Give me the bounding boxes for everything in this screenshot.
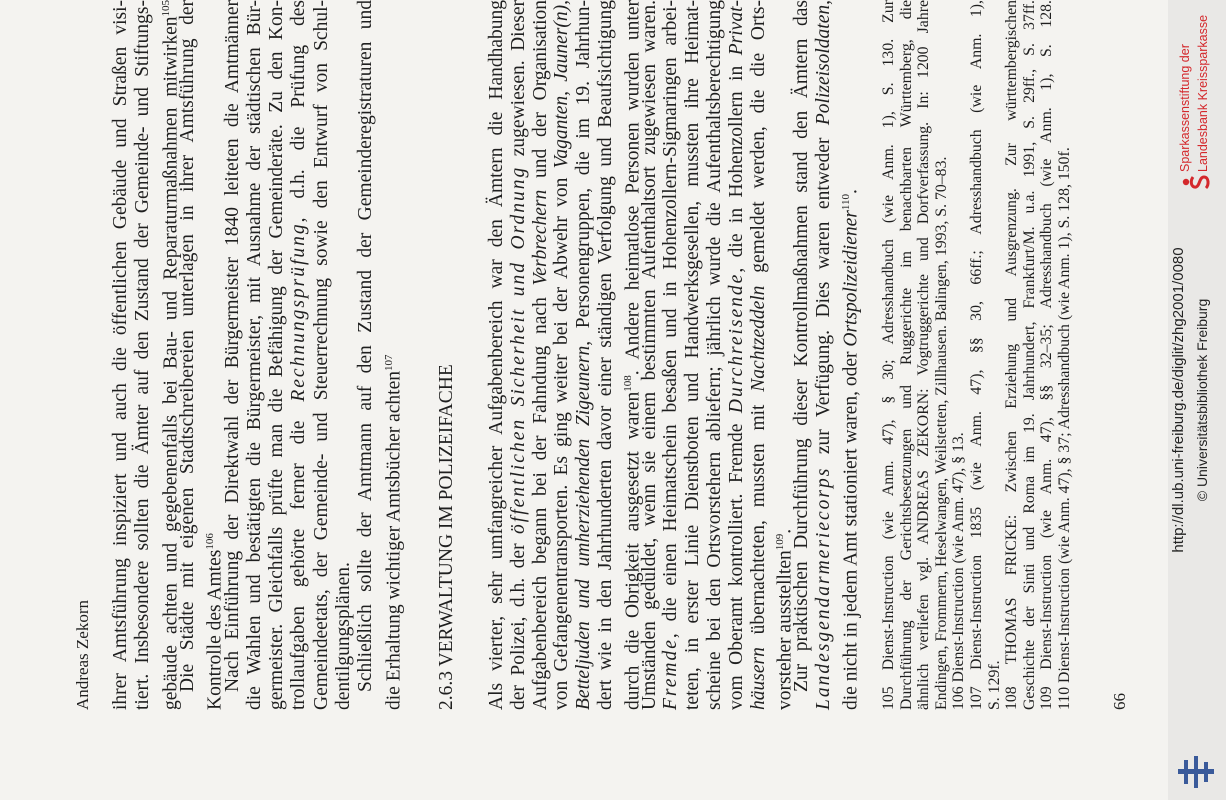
text-run: . [774,528,796,534]
text-line [132,0,154,710]
text-run: Rechnungsprüfung [288,222,310,402]
text-run: trollaufgaben gehörte ferner die [288,401,310,710]
text-line [266,0,288,710]
text-line [748,0,770,710]
text-line [110,0,132,710]
text-run: Gemeindeetats, der Gemeinde- und Steuerrechnung sowie den Entwurf von Schul- [310,0,332,710]
text-line [333,562,355,710]
text-line [573,0,595,710]
sponsor-name-line2: Landesbank Kreissparkasse [1196,14,1210,172]
text-run: , die in Hohenzollern in [725,55,747,273]
text-run: Landesgendarmeriecorps [813,466,834,710]
text-line [530,0,552,710]
text-line [726,0,748,710]
text-run: die Erhaltung wichtiger Amtsbücher achten [383,371,405,710]
text-line [660,0,682,710]
section-heading: 2.6.3 VERWALTUNG IM POLIZEIFACHE [436,364,457,710]
text-run: , Personengruppen, die im 19. Jahrhun- [573,0,595,346]
text-run: Vaganten, Jauner(n), [551,0,573,169]
text-run: die Wahlen und bestätigten die Bürgermeister, mit Ausnahme der städtischen Bür- [243,0,265,710]
copyright-notice: © Universitätsbibliothek Freiburg [1194,298,1210,502]
footnote-line: Endingen, Frommern, Heselwangen, Weilstetten, Zillhausen. Balingen, 1993, S. 70–83. [932,156,950,710]
text-line [595,0,617,710]
text-run: Nach Einführung der Direktwahl der Bürgermeister 1840 leiteten die Amtmänner [221,0,243,692]
text-line [508,0,530,710]
text-run: scheine bei den Ortsvorstehern abliefern; jährlich wurde die Aufenthaltsberechtigung [704,0,725,710]
text-run: zur Verfügung. Dies waren entweder [813,125,834,467]
text-run: zugewiesen. Dieser [507,0,529,166]
text-run: Schließlich sollte der Amtmann auf den Zustand der Gemeinderegistraturen und [355,0,377,692]
text-run: von Gefangenentransporten. Es ging weiter bei der Abwehr von [551,168,573,710]
text-line [311,0,333,710]
text-run: gebäude achten und gegebenenfalls bei Bau- und Reparaturmaßnahmen mitwirken [160,16,182,710]
footnote-line: 109 Dienst-Instruction (wie Anm. 47), §§ 32–35; Adresshandbuch (wie Anm. 1), S. 128. [1038,0,1056,710]
text-run: Verbrechern [529,189,551,286]
sponsor-rotated [1170,0,1226,190]
text-run: gemeldet werden, die die Orts- [747,0,769,286]
text-run: Durchreisende [725,272,747,414]
text-run: Die Städte mit eigenen Stadtschreibereien unterlagen in ihrer Amtsführung der [176,0,198,692]
text-line [682,0,704,710]
footnote-line: Durchführung der Gerichtsbesetzungen und Ruggerichte im benachbarten Württemberg, die [897,0,915,710]
text-line [813,0,835,710]
text-line [617,0,644,710]
text-run: Betteljuden und umherziehenden Zigeunern [573,345,595,710]
text-line [639,0,661,710]
text-run: Zur praktischen Durchführung dieser Kontrollmaßnahmen stand den Ämtern das [791,0,813,692]
text-run: Privat- [725,0,747,56]
footnote-ref: 110 [839,194,852,211]
text-run: öffentlichen Sicherheit und Ordnung [507,165,529,534]
text-run: dentilgungsplänen. [333,562,354,710]
footnote-ref: 107 [382,354,395,372]
text-run: übernachteten, mussten mit [747,391,769,648]
text-run: . Andere heimatlose Personen wurden unter [622,0,644,376]
footnote-line: 110 Dienst-Instruction (wie Anm. 47), § 37; Adresshandbuch (wie Anm. 1), S. 128, 150f. [1056,147,1073,710]
text-run: , die einen Heimatschein besaßen und in Hohenzollern-Sigmaringen arbei- [660,0,682,639]
text-line [791,0,813,692]
permalink-url[interactable]: http://dl.ub.uni-freiburg.de/diglit/zhg2001/0080 [1170,247,1187,553]
text-run: häusern [747,647,769,710]
text-line [222,0,244,692]
text-run: Als vierter, sehr umfangreicher Aufgabenbereich war den Ämtern die Handhabung [486,0,507,710]
text-run: Polizeisoldaten [813,4,834,126]
text-line [288,0,310,710]
footnote-ref: 108 [621,375,634,392]
footnote-ref: 106 [204,533,217,550]
footnote-line: Geschichte der Sinti und Roma im 19. Jahrhundert, Frankfurt/M. u.a. 1991, S. 29ff., S. 37ff. [1020,0,1038,710]
footnote-line: 107 Dienst-Instruction 1835 (wie Anm. 47), §§ 30, 66ff.; Adresshandbuch (wie Anm. 1), [968,0,985,710]
text-run: Fremde [660,638,682,710]
text-run: durch die Obrigkeit ausgesetzt waren [622,391,644,710]
footnote-line: 106 Dienst-Instruction (wie Anm. 47), § 13. [950,432,968,710]
footnote-line: ähnlich verliefen vgl. ANDREAS ZEKORN: Vogtruggerichte und Dorfverfassung. In: 1200 Jahre [915,0,933,710]
text-run: die nicht in jedem Amt stationiert waren, oder [840,346,862,710]
running-head: Andreas Zekorn [73,600,92,710]
text-run: tiert. Insbesondere sollten die Ämter auf den Zustand der Gemeinde- und Stiftungs- [132,0,154,710]
text-line [704,0,726,710]
text-run: teten, in erster Linie Dienstboten und Handwerksgesellen, mussten ihre Heimat- [682,0,704,710]
text-run: . [840,189,862,195]
text-line [177,0,199,692]
text-line [155,0,182,710]
text-run: dert wie in den Jahrhunderten davor einer ständigen Verfolgung und Beaufsichtigung [595,0,616,710]
text-run: vorsteher ausstellten [774,550,796,710]
text-line [551,0,573,710]
text-run: germeister. Gleichfalls prüfte man die Befähigung der Gemeinderäte. Zu den Kon- [266,0,288,710]
text-run: Kontrolle des Amtes [204,549,226,710]
text-line [486,0,508,710]
text-run: ihrer Amtsführung inspiziert und auch die öffentlichen Gebäude und Straßen visi- [110,0,131,710]
text-line [378,355,406,710]
footnote-ref: 105 [159,0,172,17]
text-run: Nachtzeddeln [747,285,769,392]
text-run: Umständen geduldet, wenn sie einem bestimmten Aufenthaltsort zugewiesen waren. [638,0,660,710]
text-line [355,0,377,692]
text-run: , [813,0,834,5]
footnote-line: 108 THOMAS FRICKE: Zwischen Erziehung und Ausgrenzung. Zur württembergischen [1003,0,1021,710]
text-run: , d.h. die Prüfung des [288,0,310,223]
sponsor-badge [1170,0,1226,190]
university-library-logo-icon [1176,752,1216,792]
text-run: Ortspolizeidiener [840,210,862,347]
text-line [244,0,266,710]
footnote-line: 105 Dienst-Instruction (wie Anm. 47), § 30; Adresshandbuch (wie Anm. 1), S. 130. Zur [880,0,897,710]
footnote-ref: 109 [774,533,787,551]
sparkasse-logo-icon [1182,174,1212,190]
sponsor-name-line1: Sparkassenstiftung der [1178,44,1192,172]
text-run: und der Organisation [529,0,551,190]
text-run: vom Oberamt kontrolliert. Fremde [725,413,747,710]
page-number: 66 [1110,693,1129,710]
footnote-line: S. 129f. [985,660,1003,710]
text-run: der Polizei, d.h. der [507,533,529,710]
text-run: Aufgabenbereich begann bei der Fahndung nach [529,285,551,710]
text-line [835,189,863,710]
